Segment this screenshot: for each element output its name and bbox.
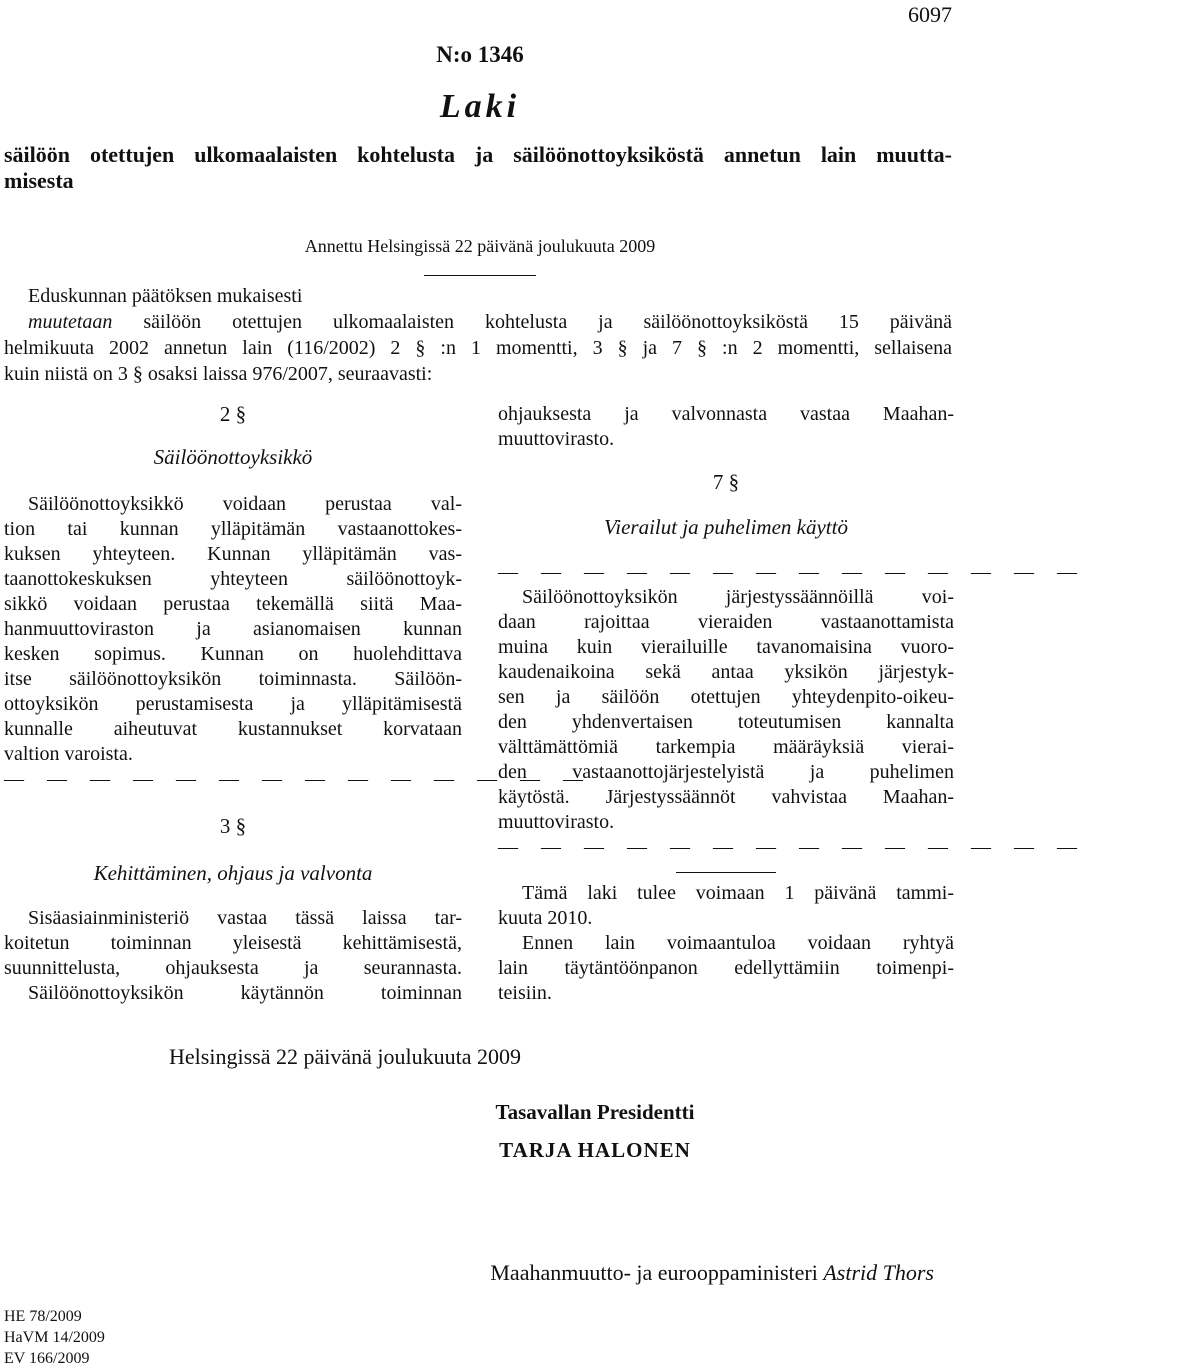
section-3-number: 3 §	[219, 814, 247, 838]
minister-title: Maahanmuutto- ja eurooppaministeri	[490, 1260, 824, 1285]
left-column	[4, 402, 592, 1006]
subtitle-line-1: säilöön otettujen ulkomaalaisten kohtelusta ja säilöönottoyksiköstä annetun lain muutta-	[4, 142, 952, 167]
omission-marker: — — — — — — — — — — — — — —	[4, 768, 592, 790]
section-3-body: Sisäasiainministeriö vastaa tässä laissa tar- koitetun toiminnan yleisestä kehittämisestä, suunnittelusta, ohjauksesta ja seurannasta. Säilöönottoyksikön käytännön toiminnan	[4, 907, 462, 1004]
president-name: TARJA HALONEN	[499, 1138, 691, 1162]
president-title: Tasavallan Presidentti	[495, 1100, 695, 1124]
section-3-heading: Kehittäminen, ohjaus ja valvonta	[93, 861, 373, 885]
preamble-line-3: helmikuuta 2002 annetun lain (116/2002) 2 § :n 1 momentti, 3 § ja 7 § :n 2 momentti, sellaisena	[4, 337, 952, 359]
reference-havm: HaVM 14/2009	[4, 1329, 105, 1346]
reference-ev: EV 166/2009	[4, 1350, 90, 1367]
law-subtitle	[4, 142, 952, 194]
minister-name: Astrid Thors	[823, 1260, 934, 1285]
section-2-body: Säilöönottoyksikkö voidaan perustaa val- tion tai kunnan ylläpitämän vastaanottokes- kuksen yhteyteen. Kunnan ylläpitämän vas- taanottokeskuksen yhteyteen säilöönottoyk- sikkö voidaan perustaa tekemällä siitä Maa- hanmuuttoviraston ja asianomaisen kunnan kesken sopimus. Kunnan on huolehdittava itse säilöönottoyksikön toiminnasta. Säilöön- ottoyksikön perustamisesta ja ylläpitämisestä kunnalle aiheutuvat kustannukset korvataan valtion varoista.	[4, 493, 462, 765]
legislative-references	[4, 1306, 105, 1369]
given-date: Annettu Helsingissä 22 päivänä joulukuuta 2009	[304, 236, 656, 256]
preamble-line-4: kuin niistä on 3 § osaksi laissa 976/2007, seuraavasti:	[4, 363, 433, 385]
subtitle-line-2: misesta	[4, 168, 74, 193]
amend-verb: muutetaan	[28, 311, 113, 333]
preamble-line-2: muutetaan säilöön otettujen ulkomaalaisten kohtelusta ja säilöönottoyksiköstä 15 päivänä	[28, 311, 952, 333]
header-divider	[424, 275, 536, 276]
section-2-number: 2 §	[219, 402, 247, 426]
place-and-date: Helsingissä 22 päivänä joulukuuta 2009	[169, 1044, 521, 1069]
section-7-number: 7 §	[712, 470, 740, 494]
right-column	[498, 402, 1086, 1006]
reference-he: HE 78/2009	[4, 1308, 82, 1325]
section-2-heading: Säilöönottoyksikkö	[153, 445, 313, 469]
omission-marker-top: — — — — — — — — — — — — — —	[498, 561, 1086, 583]
law-label: Laki	[439, 88, 521, 125]
entry-into-force: Tämä laki tulee voimaan 1 päivänä tammi- kuuta 2010. Ennen lain voimaantuloa voidaan ryhtyä lain täytäntöönpanon edellyttämiin toimenpi- teisiin.	[498, 882, 954, 1004]
preamble-line-1: Eduskunnan päätöksen mukaisesti	[28, 285, 303, 307]
preamble	[4, 283, 952, 387]
section-3-continuation: ohjauksesta ja valvonnasta vastaa Maahan- muuttovirasto.	[498, 403, 954, 450]
section-7-heading: Vierailut ja puhelimen käyttö	[604, 515, 848, 539]
minister-signature	[490, 1260, 934, 1286]
page-number: 6097	[908, 2, 952, 27]
statute-number: N:o 1346	[436, 42, 524, 67]
section-7-body: Säilöönottoyksikön järjestyssäännöillä voi- daan rajoittaa vieraiden vastaanottamista muina kuin vierailuille tavanomaisina vuoro- kaudenaikoina sekä antaa yksikön järjestyk- sen ja säilöön otettujen yhteydenpito-oikeu- den yhdenvertaisen toteutumisen kannalta välttämättömiä tarkempia määräyksiä vierai- den vastaanottojärjestelyistä ja puhelimen käytöstä. Järjestyssäännöt vahvistaa Maahan- muuttovirasto.	[498, 586, 954, 833]
omission-marker-bottom: — — — — — — — — — — — — — —	[498, 836, 1086, 858]
